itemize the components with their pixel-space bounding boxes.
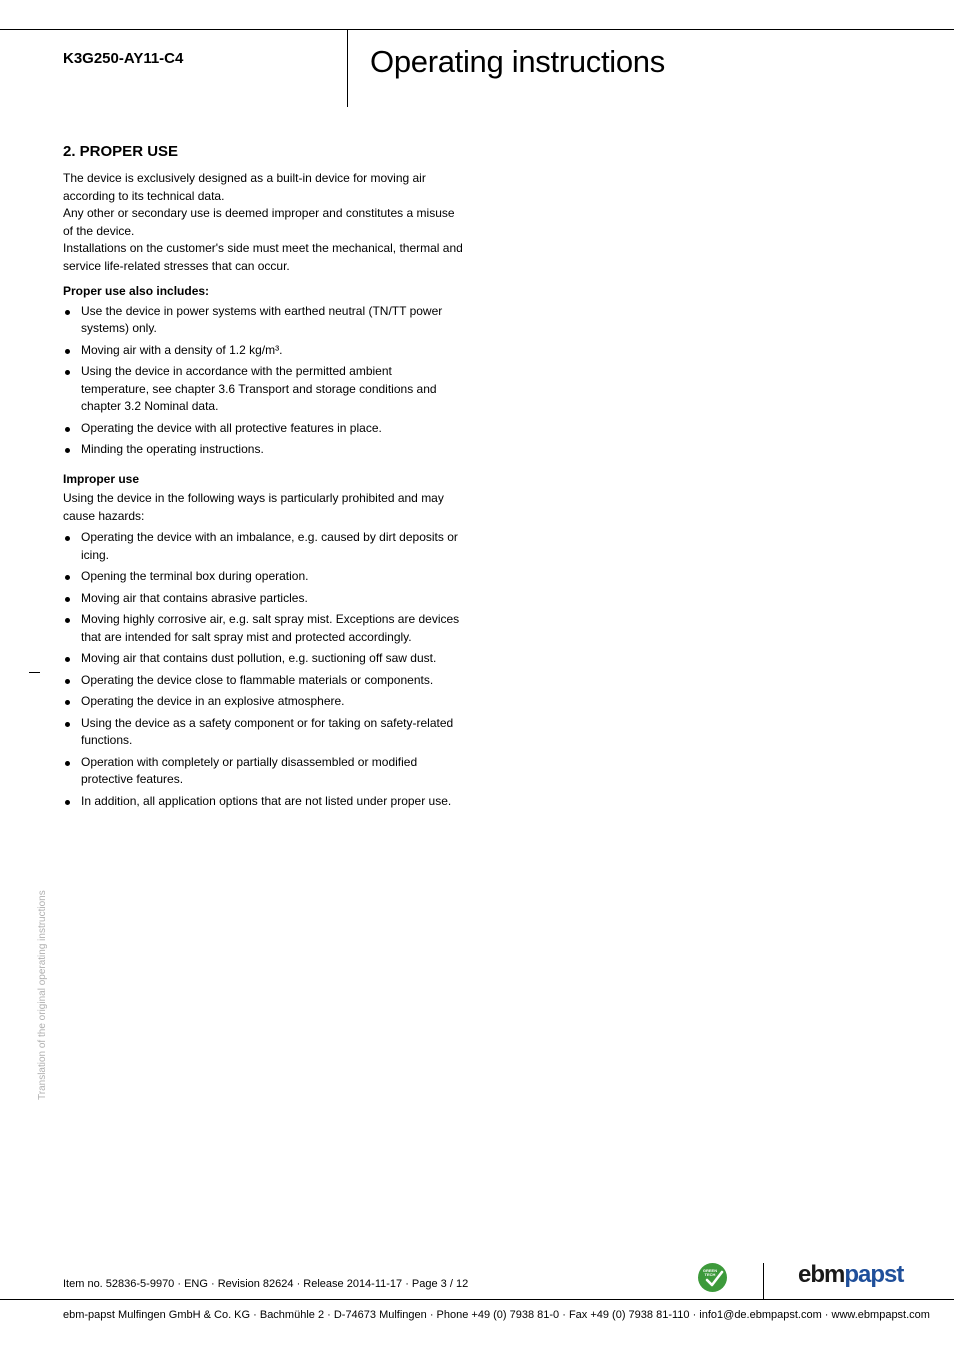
intro-paragraph: Installations on the customer's side must meet the mechanical, thermal and service life-related stresses that can occur. (63, 241, 463, 273)
list-item: Operating the device in an explosive atmosphere. (63, 693, 463, 711)
item-info: Item no. 52836-5-9970 · ENG · Revision 82624 · Release 2014-11-17 · Page 3 / 12 (63, 1278, 469, 1290)
logo-papst: papst (844, 1261, 904, 1288)
list-item: Operating the device close to flammable materials or components. (63, 672, 463, 690)
proper-use-heading: Proper use also includes: (63, 284, 210, 298)
header-divider (347, 29, 348, 107)
improper-use-heading: Improper use (63, 471, 140, 486)
model-number: K3G250-AY11-C4 (63, 50, 184, 67)
list-item: Operation with completely or partially disassembled or modified protective features. (63, 754, 463, 789)
list-item: Moving air that contains dust pollution, e.g. suctioning off saw dust. (63, 650, 463, 668)
improper-use-list (63, 529, 463, 810)
list-item: Using the device in accordance with the permitted ambient temperature, see chapter 3.6 Transport and storage conditions and chapter 3.2 Nominal data. (63, 363, 463, 416)
proper-use-list (63, 303, 463, 459)
document-title: Operating instructions (370, 44, 665, 79)
green-tech-label: GREEN TECH (702, 1268, 718, 1277)
fold-mark (29, 672, 40, 673)
ebmpapst-logo (798, 1261, 903, 1289)
list-item: Use the device in power systems with earthed neutral (TN/TT power systems) only. (63, 303, 463, 338)
list-item: Moving highly corrosive air, e.g. salt spray mist. Exceptions are devices that are intended for salt spray mist and protected accordingly. (63, 611, 463, 646)
list-item: Using the device as a safety component or for taking on safety-related functions. (63, 715, 463, 750)
main-content (63, 143, 463, 822)
list-item: Opening the terminal box during operation. (63, 568, 463, 586)
company-info: ebm-papst Mulfingen GmbH & Co. KG · Bachmühle 2 · D-74673 Mulfingen · Phone +49 (0) 7938 81-0 · Fax +49 (0) 7938 81-110 · info1@de.ebmpapst.com · www.ebmpapst.com (63, 1309, 930, 1321)
list-item: In addition, all application options that are not listed under proper use. (63, 793, 463, 811)
list-item: Moving air that contains abrasive particles. (63, 590, 463, 608)
list-item: Operating the device with an imbalance, e.g. caused by dirt deposits or icing. (63, 529, 463, 564)
check-icon (698, 1263, 727, 1292)
green-tech-badge (698, 1263, 727, 1292)
header-top-rule (0, 29, 954, 30)
list-item: Operating the device with all protective features in place. (63, 420, 463, 438)
translation-note: Translation of the original operating instructions (37, 890, 48, 1100)
footer-rule (0, 1299, 954, 1300)
list-item: Minding the operating instructions. (63, 441, 463, 459)
logo-divider (763, 1263, 764, 1299)
list-item: Moving air with a density of 1.2 kg/m³. (63, 342, 463, 360)
intro-paragraph: Any other or secondary use is deemed improper and constitutes a misuse of the device. (63, 206, 455, 238)
section-heading: 2. PROPER USE (63, 143, 179, 160)
logo-ebm: ebm (798, 1261, 845, 1288)
improper-use-intro: Using the device in the following ways is particularly prohibited and may cause hazards: (63, 491, 444, 523)
intro-paragraph: The device is exclusively designed as a built-in device for moving air according to its technical data. (63, 171, 426, 203)
